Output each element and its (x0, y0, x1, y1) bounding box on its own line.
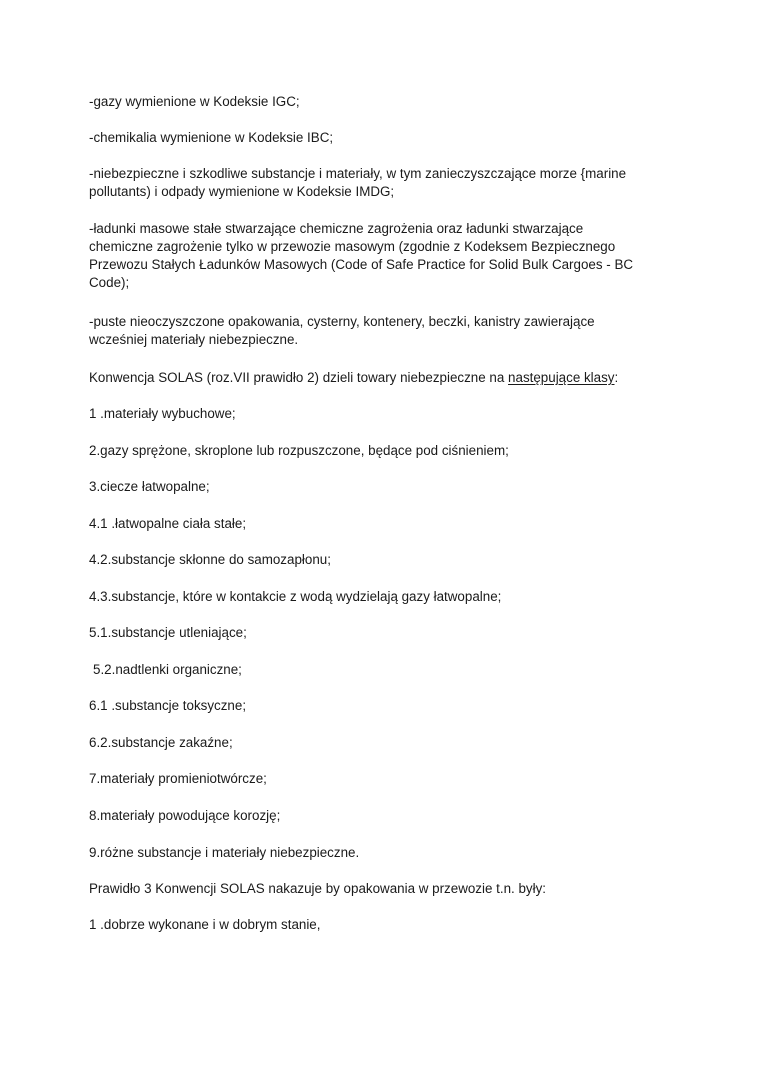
class-item: 4.1 .łatwopalne ciała stałe; (89, 516, 247, 531)
class-item: 1 .materiały wybuchowe; (89, 406, 236, 421)
solas-intro-end: : (614, 370, 619, 385)
rule-3-item: 1 .dobrze wykonane i w dobrym stanie, (89, 917, 321, 932)
paragraph-empty-packaging-line-1: -puste nieoczyszczone opakowania, cysterny, kontenery, beczki, kanistry zawierające (89, 314, 595, 329)
solas-intro-text: Konwencja SOLAS (roz.VII prawidło 2) dzieli towary niebezpieczne na (89, 370, 509, 385)
paragraph-bulk-cargo-line-2: chemiczne zagrożenie tylko w przewozie masowym (zgodnie z Kodeksem Bezpiecznego (89, 239, 616, 254)
paragraph-dangerous-substances-line-1: -niebezpieczne i szkodliwe substancje i materiały, w tym zanieczyszczające morze {marine (89, 166, 627, 181)
class-item: 2.gazy sprężone, skroplone lub rozpuszczone, będące pod ciśnieniem; (89, 443, 509, 458)
paragraph-gases: -gazy wymienione w Kodeksie IGC; (89, 94, 300, 109)
class-item: 5.2.nadtlenki organiczne; (93, 662, 242, 677)
class-item: 6.2.substancje zakaźne; (89, 735, 233, 750)
solas-intro-underlined: następujące klasy (508, 370, 615, 385)
paragraph-empty-packaging-line-2: wcześniej materiały niebezpieczne. (89, 332, 299, 347)
solas-classes-intro (89, 369, 689, 388)
class-item: 3.ciecze łatwopalne; (89, 479, 210, 494)
paragraph-chemicals: -chemikalia wymienione w Kodeksie IBC; (89, 130, 334, 145)
solas-rule-3: Prawidło 3 Konwencji SOLAS nakazuje by opakowania w przewozie t.n. były: (89, 881, 547, 896)
class-item: 4.2.substancje skłonne do samozapłonu; (89, 552, 331, 567)
class-item: 4.3.substancje, które w kontakcie z wodą wydzielają gazy łatwopalne; (89, 589, 502, 604)
class-item: 6.1 .substancje toksyczne; (89, 698, 247, 713)
class-item: 7.materiały promieniotwórcze; (89, 771, 267, 786)
class-item: 5.1.substancje utleniające; (89, 625, 247, 640)
class-item: 9.różne substancje i materiały niebezpieczne. (89, 845, 360, 860)
paragraph-bulk-cargo-line-4: Code); (89, 275, 130, 290)
paragraph-bulk-cargo-line-3: Przewozu Stałych Ładunków Masowych (Code of Safe Practice for Solid Bulk Cargoes - BC (89, 257, 634, 272)
class-item: 8.materiały powodujące korozję; (89, 808, 281, 823)
paragraph-dangerous-substances-line-2: pollutants) i odpady wymienione w Kodeksie IMDG; (89, 184, 395, 199)
paragraph-bulk-cargo-line-1: -ładunki masowe stałe stwarzające chemiczne zagrożenia oraz ładunki stwarzające (89, 221, 584, 236)
